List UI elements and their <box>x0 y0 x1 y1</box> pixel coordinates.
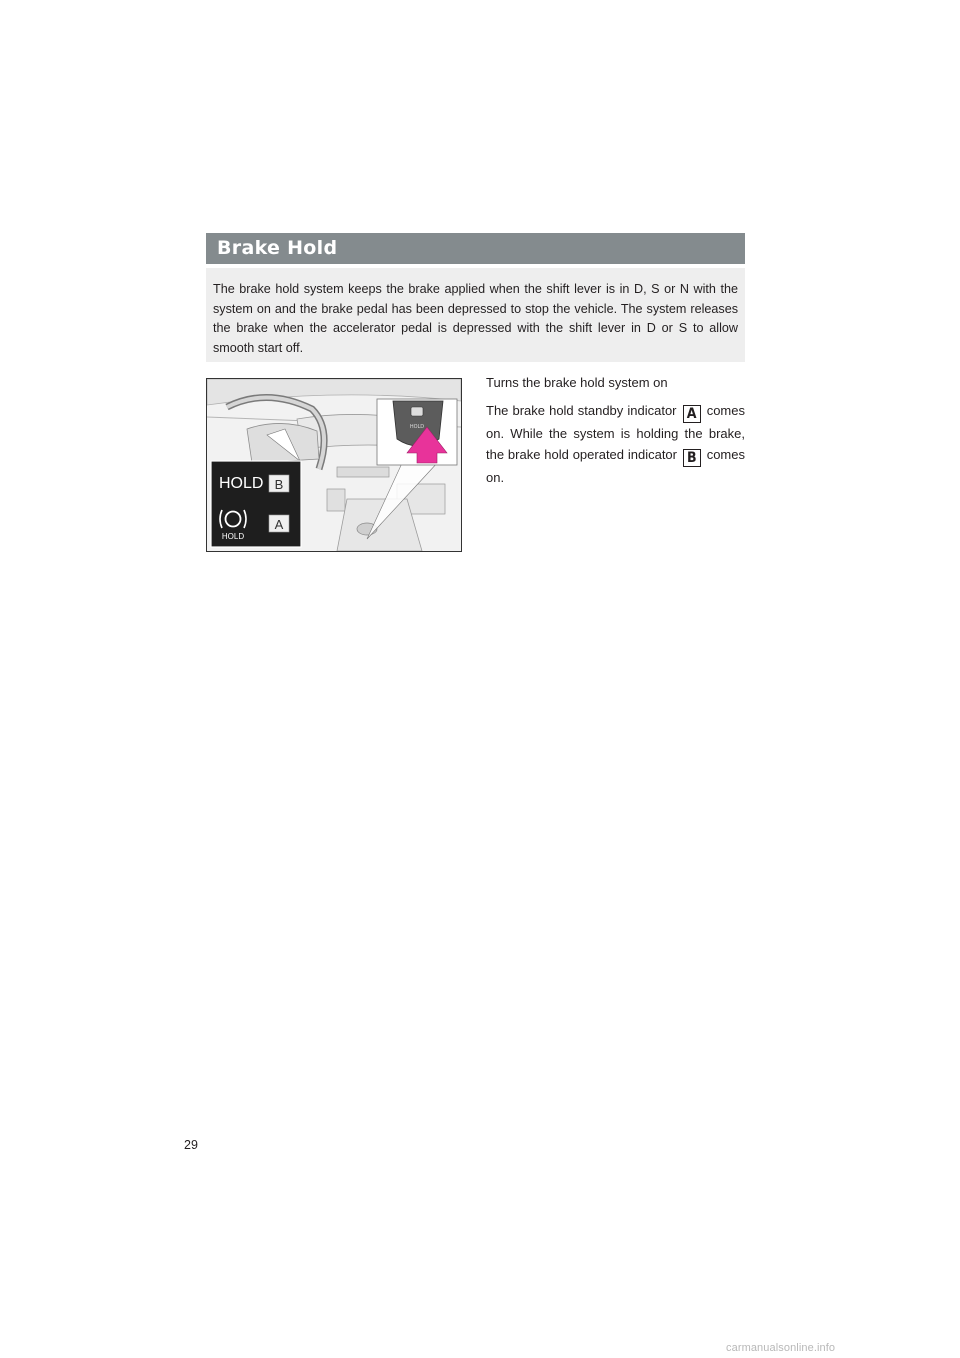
inset-label-b: B <box>274 477 284 492</box>
hold-standby-icon-text: HOLD <box>221 532 245 541</box>
description <box>486 372 745 488</box>
intro-text: The brake hold system keeps the brake applied when the shift lever is in D, S or N with the system on and the brake pedal has been depressed to stop the vehicle. The system releases the brake when the accelerator pedal is depressed with the shift lever in D or S to allow smooth start off. <box>213 282 738 355</box>
description-part1: The brake hold standby indicator <box>486 403 677 418</box>
page-number: 29 <box>184 1138 198 1152</box>
brake-hold-illustration <box>206 378 462 552</box>
hold-operated-indicator-text: HOLD <box>219 475 264 492</box>
watermark: carmanualsonline.info <box>726 1342 836 1354</box>
inset-label-a: A <box>274 517 284 532</box>
intro-box <box>206 268 745 362</box>
section-title: Brake Hold <box>206 233 745 264</box>
description-paragraph <box>486 400 745 488</box>
dashboard-drawing <box>207 379 461 551</box>
label-a-badge: A <box>683 405 701 423</box>
switch-hold-text: HOLD <box>409 424 425 430</box>
description-part3: comes on. <box>486 447 745 485</box>
description-part2: comes on. While the system is holding the brake, the brake hold operated indicator <box>486 403 745 462</box>
description-line1: Turns the brake hold system on <box>486 375 668 390</box>
label-b-badge: B <box>683 449 701 467</box>
